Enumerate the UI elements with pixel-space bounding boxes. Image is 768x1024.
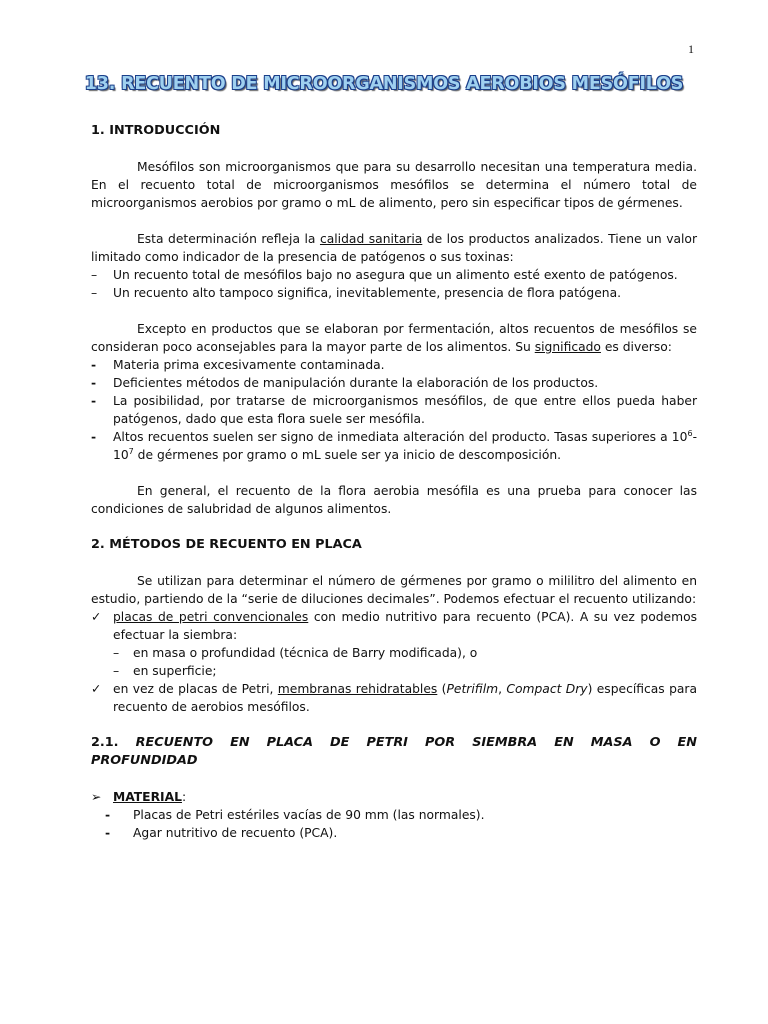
dash-list-item: – Un recuento alto tampoco significa, inevitablemente, presencia de flora patógena. (91, 286, 622, 300)
check-list-item: ✓ en vez de placas de Petri, membranas rehidratables (Petrifilm, Compact Dry) específicas para recuento de aerobios mesófilos. (91, 682, 697, 714)
dash-icon: – (113, 664, 120, 678)
sub-list-item: – en superficie; (113, 664, 217, 678)
paragraph: Excepto en productos que se elaboran por fermentación, altos recuentos de mesófilos se consideran poco aconsejables para la mayor parte de los alimentos. Su significado es diverso: (91, 322, 697, 354)
checkmark-icon: ✓ (91, 610, 102, 624)
bullet-list-item: - La posibilidad, por tratarse de microorganismos mesófilos, de que entre ellos pueda haber patógenos, dado que esta flora suele ser mesófila. (91, 394, 697, 426)
subsection-heading-line2: PROFUNDIDAD (91, 753, 198, 768)
bullet-icon: - (91, 430, 97, 444)
bullet-icon: - (91, 376, 97, 390)
dash-list-item: – Un recuento total de mesófilos bajo no asegura que un alimento esté exento de patógenos. (91, 268, 678, 282)
bullet-icon: - (91, 358, 97, 372)
dash-icon: – (91, 286, 98, 300)
section-heading-metodos: 2. MÉTODOS DE RECUENTO EN PLACA (91, 537, 362, 552)
check-list-item: ✓ placas de petri convencionales con medio nutritivo para recuento (PCA). A su vez podemos efectuar la siembra: (91, 610, 698, 642)
bullet-icon: - (105, 808, 111, 822)
material-list-item: - Agar nutritivo de recuento (PCA). (105, 826, 338, 840)
document-body (91, 122, 697, 842)
bullet-icon: - (91, 394, 97, 408)
paragraph: Se utilizan para determinar el número de gérmenes por gramo o mililitro del alimento en estudio, partiendo de la “serie de diluciones decimales”. Podemos efectuar el recuento utilizando: (91, 574, 697, 606)
underlined-term: significado (534, 340, 601, 354)
bullet-list-item: - Deficientes métodos de manipulación durante la elaboración de los productos. (91, 376, 599, 390)
subsection-heading: 2.1. RECUENTO EN PLACA DE PETRI POR SIEMBRA EN MASA O EN (91, 735, 697, 750)
page-number: 1 (688, 42, 694, 56)
paragraph: En general, el recuento de la flora aerobia mesófila es una prueba para conocer las condiciones de salubridad de algunos alimentos. (91, 484, 697, 516)
dash-icon: – (91, 268, 98, 282)
sub-list-item: – en masa o profundidad (técnica de Barry modificada), o (113, 646, 478, 660)
paragraph: Mesófilos son microorganismos que para su desarrollo necesitan una temperatura media. En el recuento total de microorganismos mesófilos se determina el número total de microorganismos aerobios por gramo o mL de alimento, pero sin especificar tipos de gérmenes. (91, 160, 697, 210)
underlined-term: membranas rehidratables (277, 682, 438, 696)
document-title: 13. RECUENTO DE MICROORGANISMOS AEROBIOS MESÓFILOS (84, 74, 684, 94)
arrow-icon: ➢ (91, 790, 102, 804)
checkmark-icon: ✓ (91, 682, 102, 696)
material-list-item: - Placas de Petri estériles vacías de 90 mm (las normales). (105, 808, 485, 822)
underlined-term: placas de petri convencionales (113, 610, 309, 624)
section-heading-introduccion: 1. INTRODUCCIÓN (91, 123, 221, 138)
paragraph: Esta determinación refleja la calidad sanitaria de los productos analizados. Tiene un valor limitado como indicador de la presencia de patógenos o sus toxinas: (91, 232, 697, 264)
bullet-list-item: - Materia prima excesivamente contaminada. (91, 358, 385, 372)
underlined-term: calidad sanitaria (319, 232, 423, 246)
dash-icon: – (113, 646, 120, 660)
material-heading: ➢ MATERIAL: (91, 790, 187, 804)
bullet-icon: - (105, 826, 111, 840)
bullet-list-item: - Altos recuentos suelen ser signo de inmediata alteración del producto. Tasas superiores a $10^6-10^7$ de gérmenes por gramo o mL suele ser ya inicio de descomposición. (91, 428, 697, 462)
